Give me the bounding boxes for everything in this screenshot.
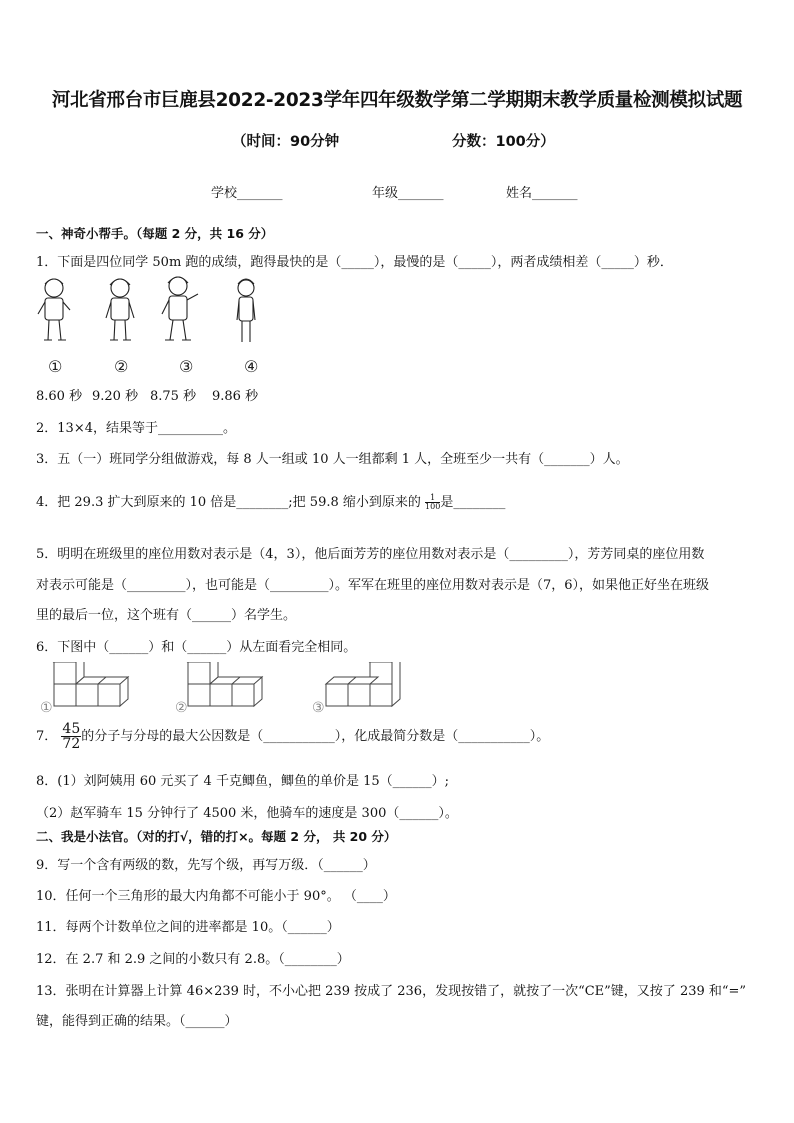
runner-time-3: 8.75 秒	[150, 389, 197, 404]
question-13-line-1: 13．张明在计算器上计算 46×239 时，不小心把 239 按成了 236，发现按错了，就按了一次“CE”键，又按了 239 和“=”	[36, 984, 747, 999]
shape-label-2: ②	[175, 700, 188, 716]
question-1: 1．下面是四位同学 50m 跑的成绩，跑得最快的是（_____），最慢的是（_____），两者成绩相差（_____）秒．	[36, 255, 673, 270]
page-title: 河北省邢台市巨鹿县2022-2023学年四年级数学第二学期期末教学质量检测模拟试题	[51, 90, 743, 111]
question-5-line-3: 里的最后一位，这个班有（______）名学生。	[36, 608, 297, 623]
question-2: 2．13×4，结果等于__________。	[36, 421, 236, 436]
question-11: 11．每两个计数单位之间的进率都是 10。（______）	[36, 920, 340, 935]
fraction-numerator: 1	[425, 494, 440, 503]
question-6: 6．下图中（______）和（______）从左面看完全相同。	[36, 640, 357, 655]
question-4	[36, 491, 505, 511]
question-9: 9．写一个含有两级的数，先写个级，再写万级．（______）	[36, 858, 376, 873]
fraction-1-100	[425, 494, 440, 511]
fraction-45-72	[61, 722, 81, 751]
question-12: 12．在 2.7 和 2.9 之间的小数只有 2.8。（________）	[36, 952, 350, 967]
question-7-number: 7．	[36, 729, 58, 744]
exam-score: 分数：100分）	[452, 134, 555, 150]
fraction-denominator: 100	[425, 502, 441, 511]
runner-time-4: 9.86 秒	[212, 389, 259, 404]
section1-heading: 一、神奇小帮手。（每题 2 分，共 16 分）	[36, 226, 274, 241]
question-13-line-2: 键，能得到正确的结果。（______）	[36, 1014, 238, 1029]
runner-illustrations	[34, 274, 274, 374]
runner-label-4: ④	[244, 357, 259, 376]
question-5-line-2: 对表示可能是（_________），也可能是（_________）。军军在班里的座位用数对表示是（7，6），如果他正好坐在班级	[36, 578, 710, 593]
question-5-line-1: 5．明明在班级里的座位用数对表示是（4，3），他后面芳芳的座位用数对表示是（_________），芳芳同桌的座位用数	[36, 547, 705, 562]
shape-label-3: ③	[312, 700, 325, 716]
school-field: 学校_______	[211, 186, 283, 201]
question-8-part-2: （2）赵军骑车 15 分钟行了 4500 米，他骑车的速度是 300（______）。	[36, 806, 458, 821]
question-8-part-1: 8．(1）刘阿姨用 60 元买了 4 千克鲫鱼，鲫鱼的单价是 15（______）;	[36, 774, 450, 789]
question-4-part-a: 4．把 29.3 扩大到原来的 10 倍是________;把 59.8 缩小到原来的	[36, 495, 421, 510]
cube-figures	[36, 662, 406, 722]
question-4-part-b: 是________	[440, 495, 506, 510]
question-3: 3．五（一）班同学分组做游戏，每 8 人一组或 10 人一组都剩 1 人，全班至少一共有（_______）人。	[36, 452, 629, 467]
question-10: 10．任何一个三角形的最大内角都不可能小于 90°。 （____）	[36, 889, 396, 904]
fraction-denominator: 72	[62, 736, 81, 752]
runner-label-3: ③	[179, 357, 194, 376]
runner-time-2: 9.20 秒	[92, 389, 139, 404]
name-field: 姓名_______	[506, 186, 578, 201]
grade-field: 年级_______	[372, 186, 444, 201]
section2-heading: 二、我是小法官。（对的打√，错的打×。每题 2 分， 共 20 分）	[36, 829, 397, 844]
runner-label-2: ②	[114, 357, 129, 376]
runner-label-1: ①	[48, 357, 63, 376]
shape-label-1: ①	[40, 700, 53, 716]
question-7-text: 的分子与分母的最大公因数是（___________），化成最简分数是（___________）。	[81, 729, 550, 744]
fraction-numerator: 45	[62, 721, 81, 737]
question-7	[36, 722, 549, 751]
runner-time-1: 8.60 秒	[36, 389, 83, 404]
exam-time: （时间：90分钟	[232, 134, 340, 150]
